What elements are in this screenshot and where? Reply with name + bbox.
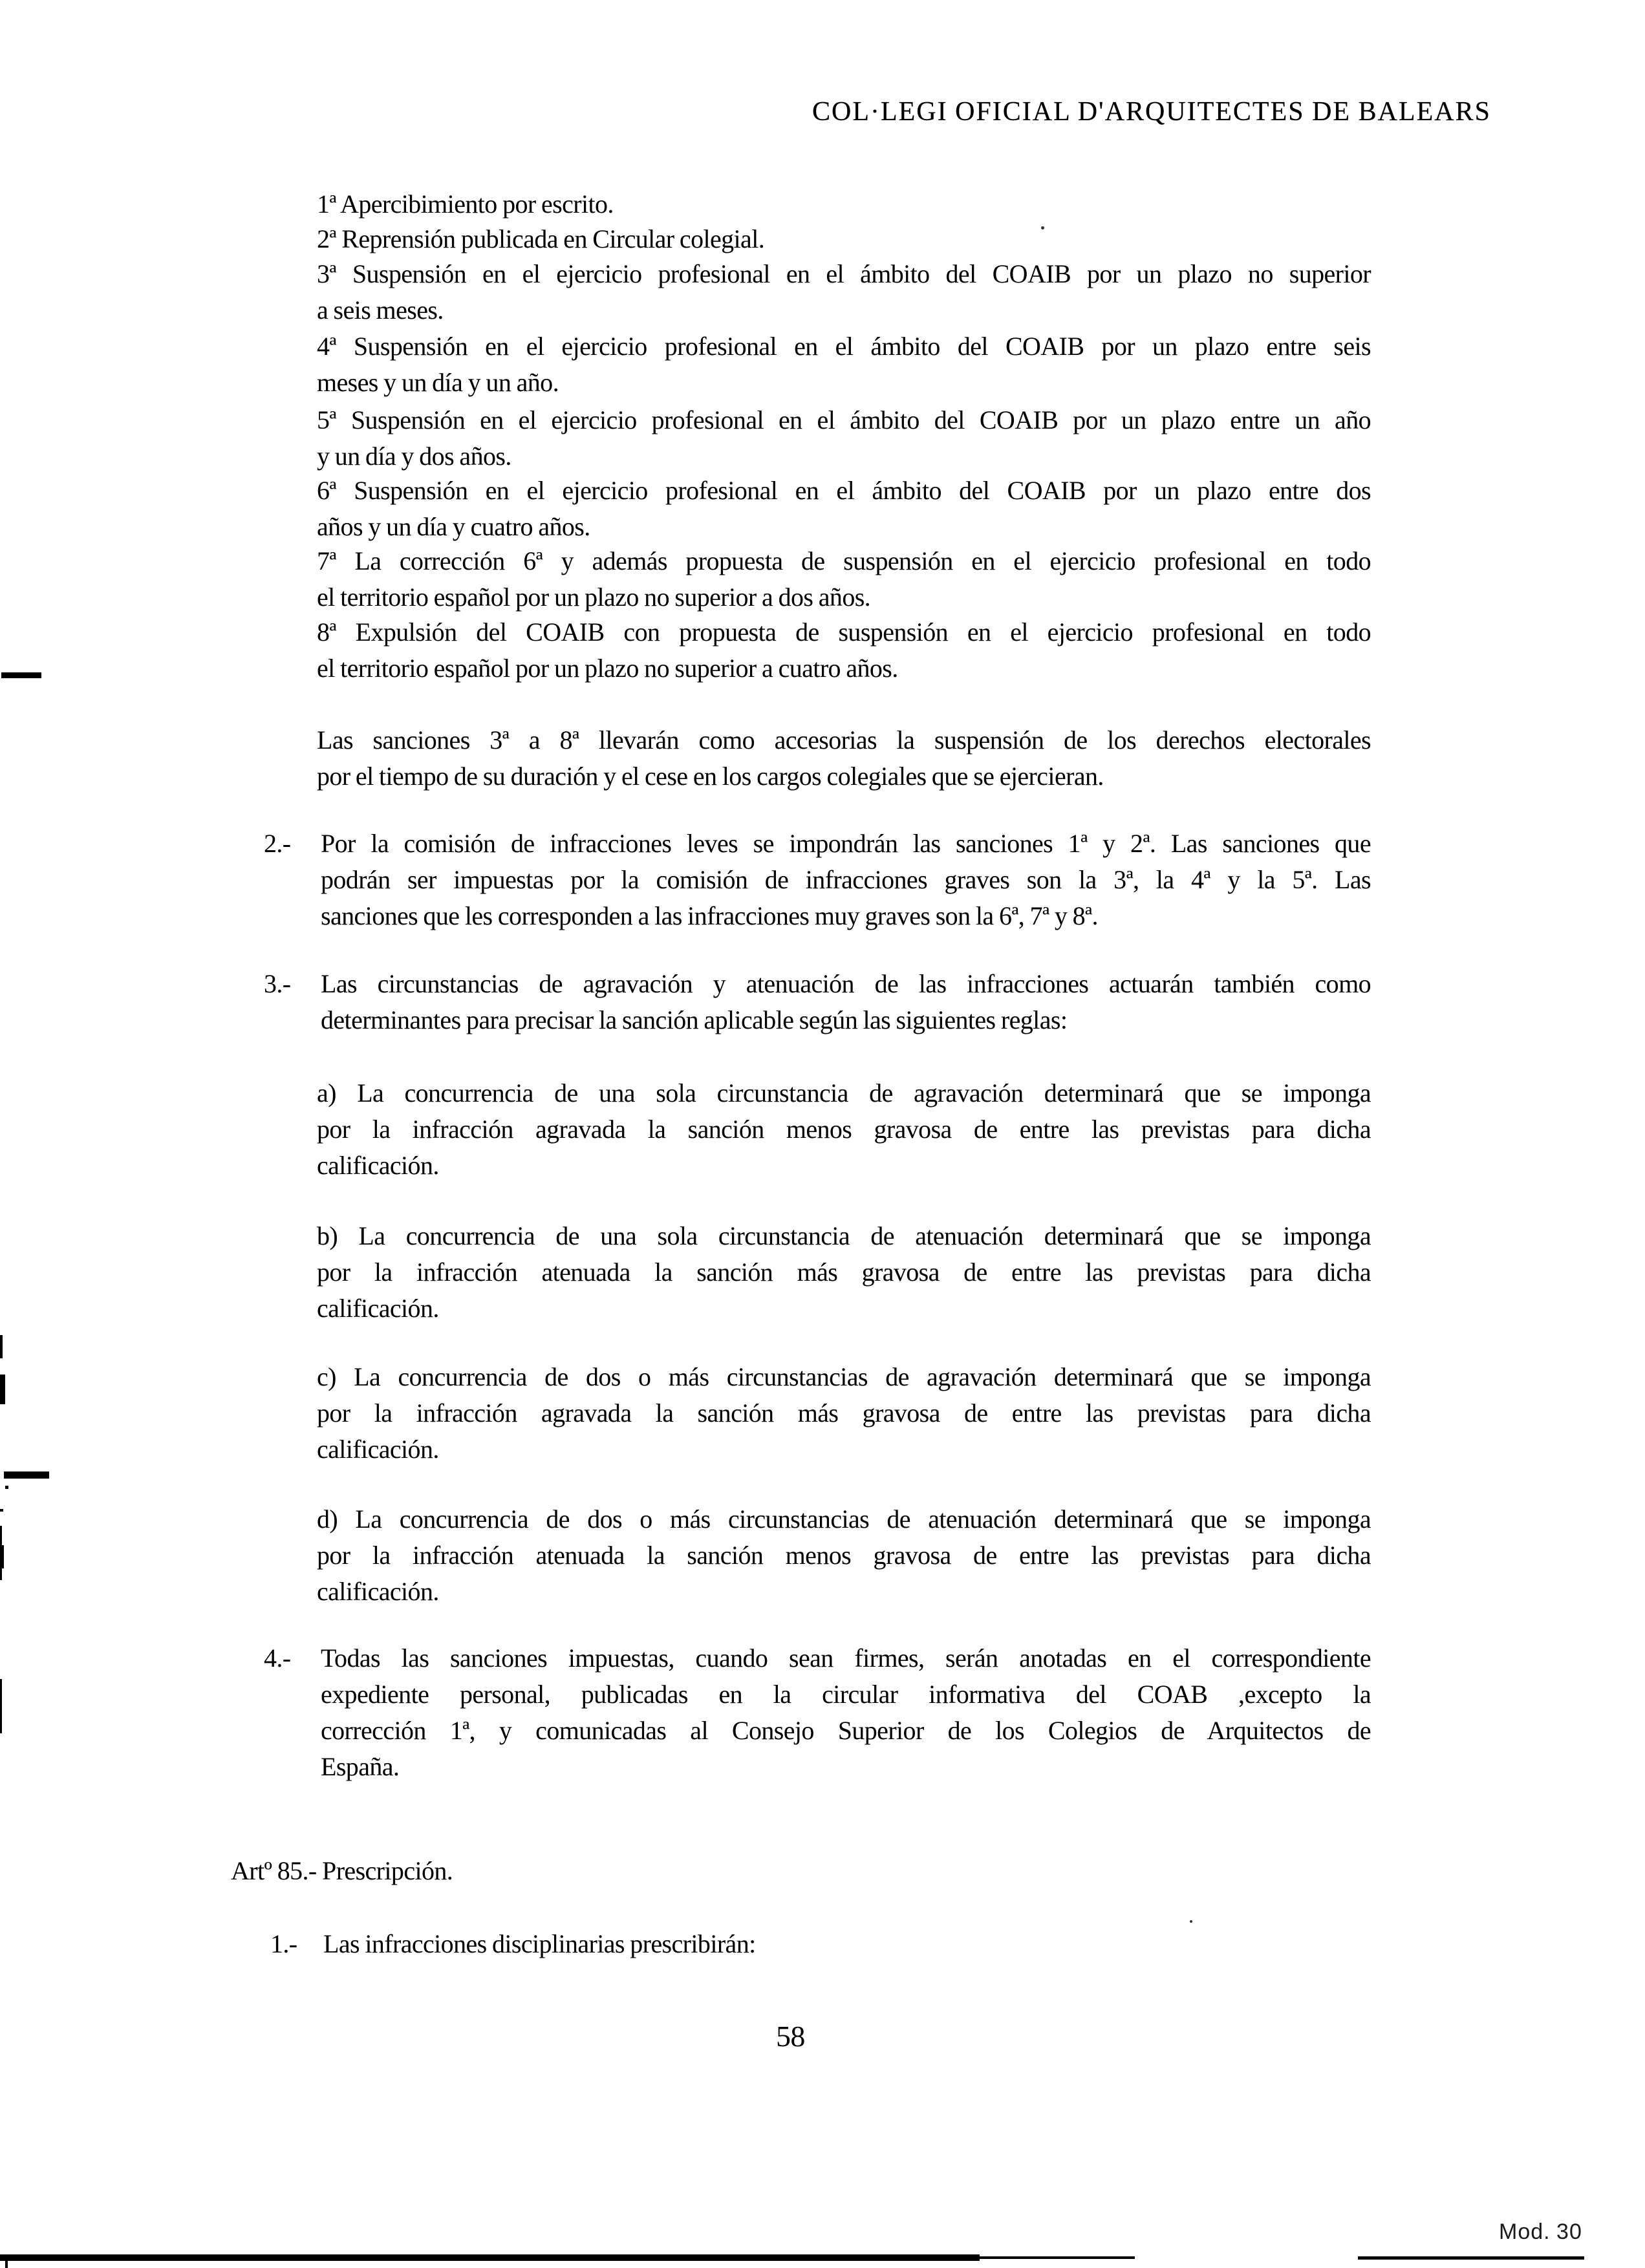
text-line: y un día y dos años.: [317, 442, 511, 471]
scan-artifact-dash: [1, 672, 41, 678]
scan-artifact-dash: [4, 1471, 49, 1479]
list-marker: 1.-: [270, 1929, 297, 1958]
numbered-paragraph: [264, 1640, 1371, 1785]
numbered-paragraph: [264, 826, 1371, 934]
text-line: Las sanciones 3ª a 8ª llevarán como accesorias la suspensión de los derechos electorales: [317, 725, 1371, 754]
paragraph: [317, 1501, 1371, 1610]
text-line: b) La concurrencia de una sola circunstancia de atenuación determinará que se imponga: [317, 1221, 1371, 1250]
text-line: Las infracciones disciplinarias prescribirán:: [323, 1929, 756, 1958]
text-line: 5ª Suspensión en el ejercicio profesional en el ámbito del COAIB por un plazo entre un año: [317, 405, 1371, 434]
text-line: Por la comisión de infracciones leves se impondrán las sanciones 1ª y 2ª. Las sanciones que: [321, 829, 1371, 858]
text-line: por la infracción agravada la sanción menos gravosa de entre las previstas para dicha: [317, 1115, 1371, 1144]
text-line: podrán ser impuestas por la comisión de infracciones graves son la 3ª, la 4ª y la 5ª. Las: [321, 865, 1371, 894]
paragraph: [317, 543, 1371, 615]
paragraph: [317, 328, 1371, 401]
scan-artifact-dot: [0, 1509, 3, 1512]
text-line: el territorio español por un plazo no superior a cuatro años.: [317, 654, 898, 683]
text-line: el territorio español por un plazo no superior a dos años.: [317, 583, 871, 612]
text-line: por la infracción atenuada la sanción menos gravosa de entre las previstas para dicha: [317, 1541, 1371, 1570]
text-line: calificación.: [317, 1294, 439, 1323]
text-line: España.: [321, 1752, 400, 1781]
text-line: expediente personal, publicadas en la circular informativa del COAB ,excepto la: [321, 1680, 1371, 1709]
text-line: sanciones que les corresponden a las infracciones muy graves son la 6ª, 7ª y 8ª.: [321, 901, 1098, 930]
form-model-label: Mod. 30: [1499, 2220, 1582, 2244]
list-marker: 4.-: [264, 1643, 291, 1673]
paragraph: [317, 1218, 1371, 1327]
scan-edge-bar: [980, 2256, 1135, 2259]
text-line: por la infracción atenuada la sanción más gravosa de entre las previstas para dicha: [317, 1257, 1371, 1287]
numbered-paragraph: [264, 966, 1371, 1038]
scan-artifact-dot: [5, 1486, 8, 1489]
text-line: Las circunstancias de agravación y atenuación de las infracciones actuarán también como: [321, 969, 1371, 998]
text-line: calificación.: [317, 1577, 439, 1606]
scan-artifact-tick: [0, 1375, 5, 1404]
text-line: años y un día y cuatro años.: [317, 512, 590, 541]
text-line: c) La concurrencia de dos o más circunstancias de agravación determinará que se imponga: [317, 1362, 1371, 1391]
scan-edge-bar: [1358, 2256, 1584, 2260]
numbered-paragraph: [270, 1926, 1371, 1962]
scan-speck: [1041, 226, 1044, 230]
scan-artifact-tick: [0, 1335, 3, 1358]
paragraph: [317, 722, 1371, 795]
page-number: 58: [776, 2020, 805, 2053]
article-heading: [231, 1853, 453, 1889]
text-line: 3ª Suspensión en el ejercicio profesional en el ámbito del COAIB por un plazo no superior: [317, 259, 1371, 288]
text-line: a) La concurrencia de una sola circunstancia de agravación determinará que se imponga: [317, 1078, 1371, 1107]
scan-artifact-line: [0, 1679, 2, 1733]
text-line: corrección 1ª, y comunicadas al Consejo Superior de los Colegios de Arquitectos de: [321, 1716, 1371, 1745]
text-line: 2ª Reprensión publicada en Circular colegial.: [317, 224, 765, 253]
scan-artifact-line: [0, 1545, 4, 1568]
list-marker: 2.-: [264, 829, 291, 858]
paragraph: [317, 256, 1371, 328]
paragraph: [317, 614, 1371, 687]
paragraph: [317, 1359, 1371, 1468]
text-line: calificación.: [317, 1151, 439, 1180]
list-marker: 3.-: [264, 969, 291, 998]
text-line: 7ª La corrección 6ª y además propuesta de suspensión en el ejercicio profesional en todo: [317, 546, 1371, 575]
scan-speck: [1190, 1920, 1192, 1923]
text-line: 6ª Suspensión en el ejercicio profesional en el ámbito del COAIB por un plazo entre dos: [317, 476, 1371, 505]
text-line: Artº 85.- Prescripción.: [231, 1856, 453, 1885]
paragraph: [317, 186, 1371, 222]
text-line: 8ª Expulsión del COAIB con propuesta de suspensión en el ejercicio profesional en todo: [317, 617, 1371, 647]
page-header-title: COL·LEGI OFICIAL D'ARQUITECTES DE BALEARS: [812, 97, 1491, 127]
paragraph: [317, 221, 1371, 257]
text-line: a seis meses.: [317, 295, 444, 325]
text-line: por la infracción agravada la sanción más gravosa de entre las previstas para dicha: [317, 1398, 1371, 1428]
paragraph: [317, 1075, 1371, 1184]
text-line: por el tiempo de su duración y el cese en los cargos colegiales que se ejercieran.: [317, 762, 1104, 791]
text-line: calificación.: [317, 1435, 439, 1464]
text-line: 1ª Apercibimiento por escrito.: [317, 189, 614, 219]
text-line: d) La concurrencia de dos o más circunstancias de atenuación determinará que se imponga: [317, 1504, 1371, 1534]
paragraph: [317, 473, 1371, 545]
scan-artifact-tick: [5, 2260, 8, 2268]
scan-edge-bar: [0, 2254, 980, 2261]
paragraph: [317, 402, 1371, 475]
text-line: meses y un día y un año.: [317, 368, 559, 397]
text-line: 4ª Suspensión en el ejercicio profesional en el ámbito del COAIB por un plazo entre seis: [317, 332, 1371, 361]
text-line: determinantes para precisar la sanción aplicable según las siguientes reglas:: [321, 1005, 1068, 1034]
text-line: Todas las sanciones impuestas, cuando sean firmes, serán anotadas en el correspondiente: [321, 1643, 1371, 1673]
